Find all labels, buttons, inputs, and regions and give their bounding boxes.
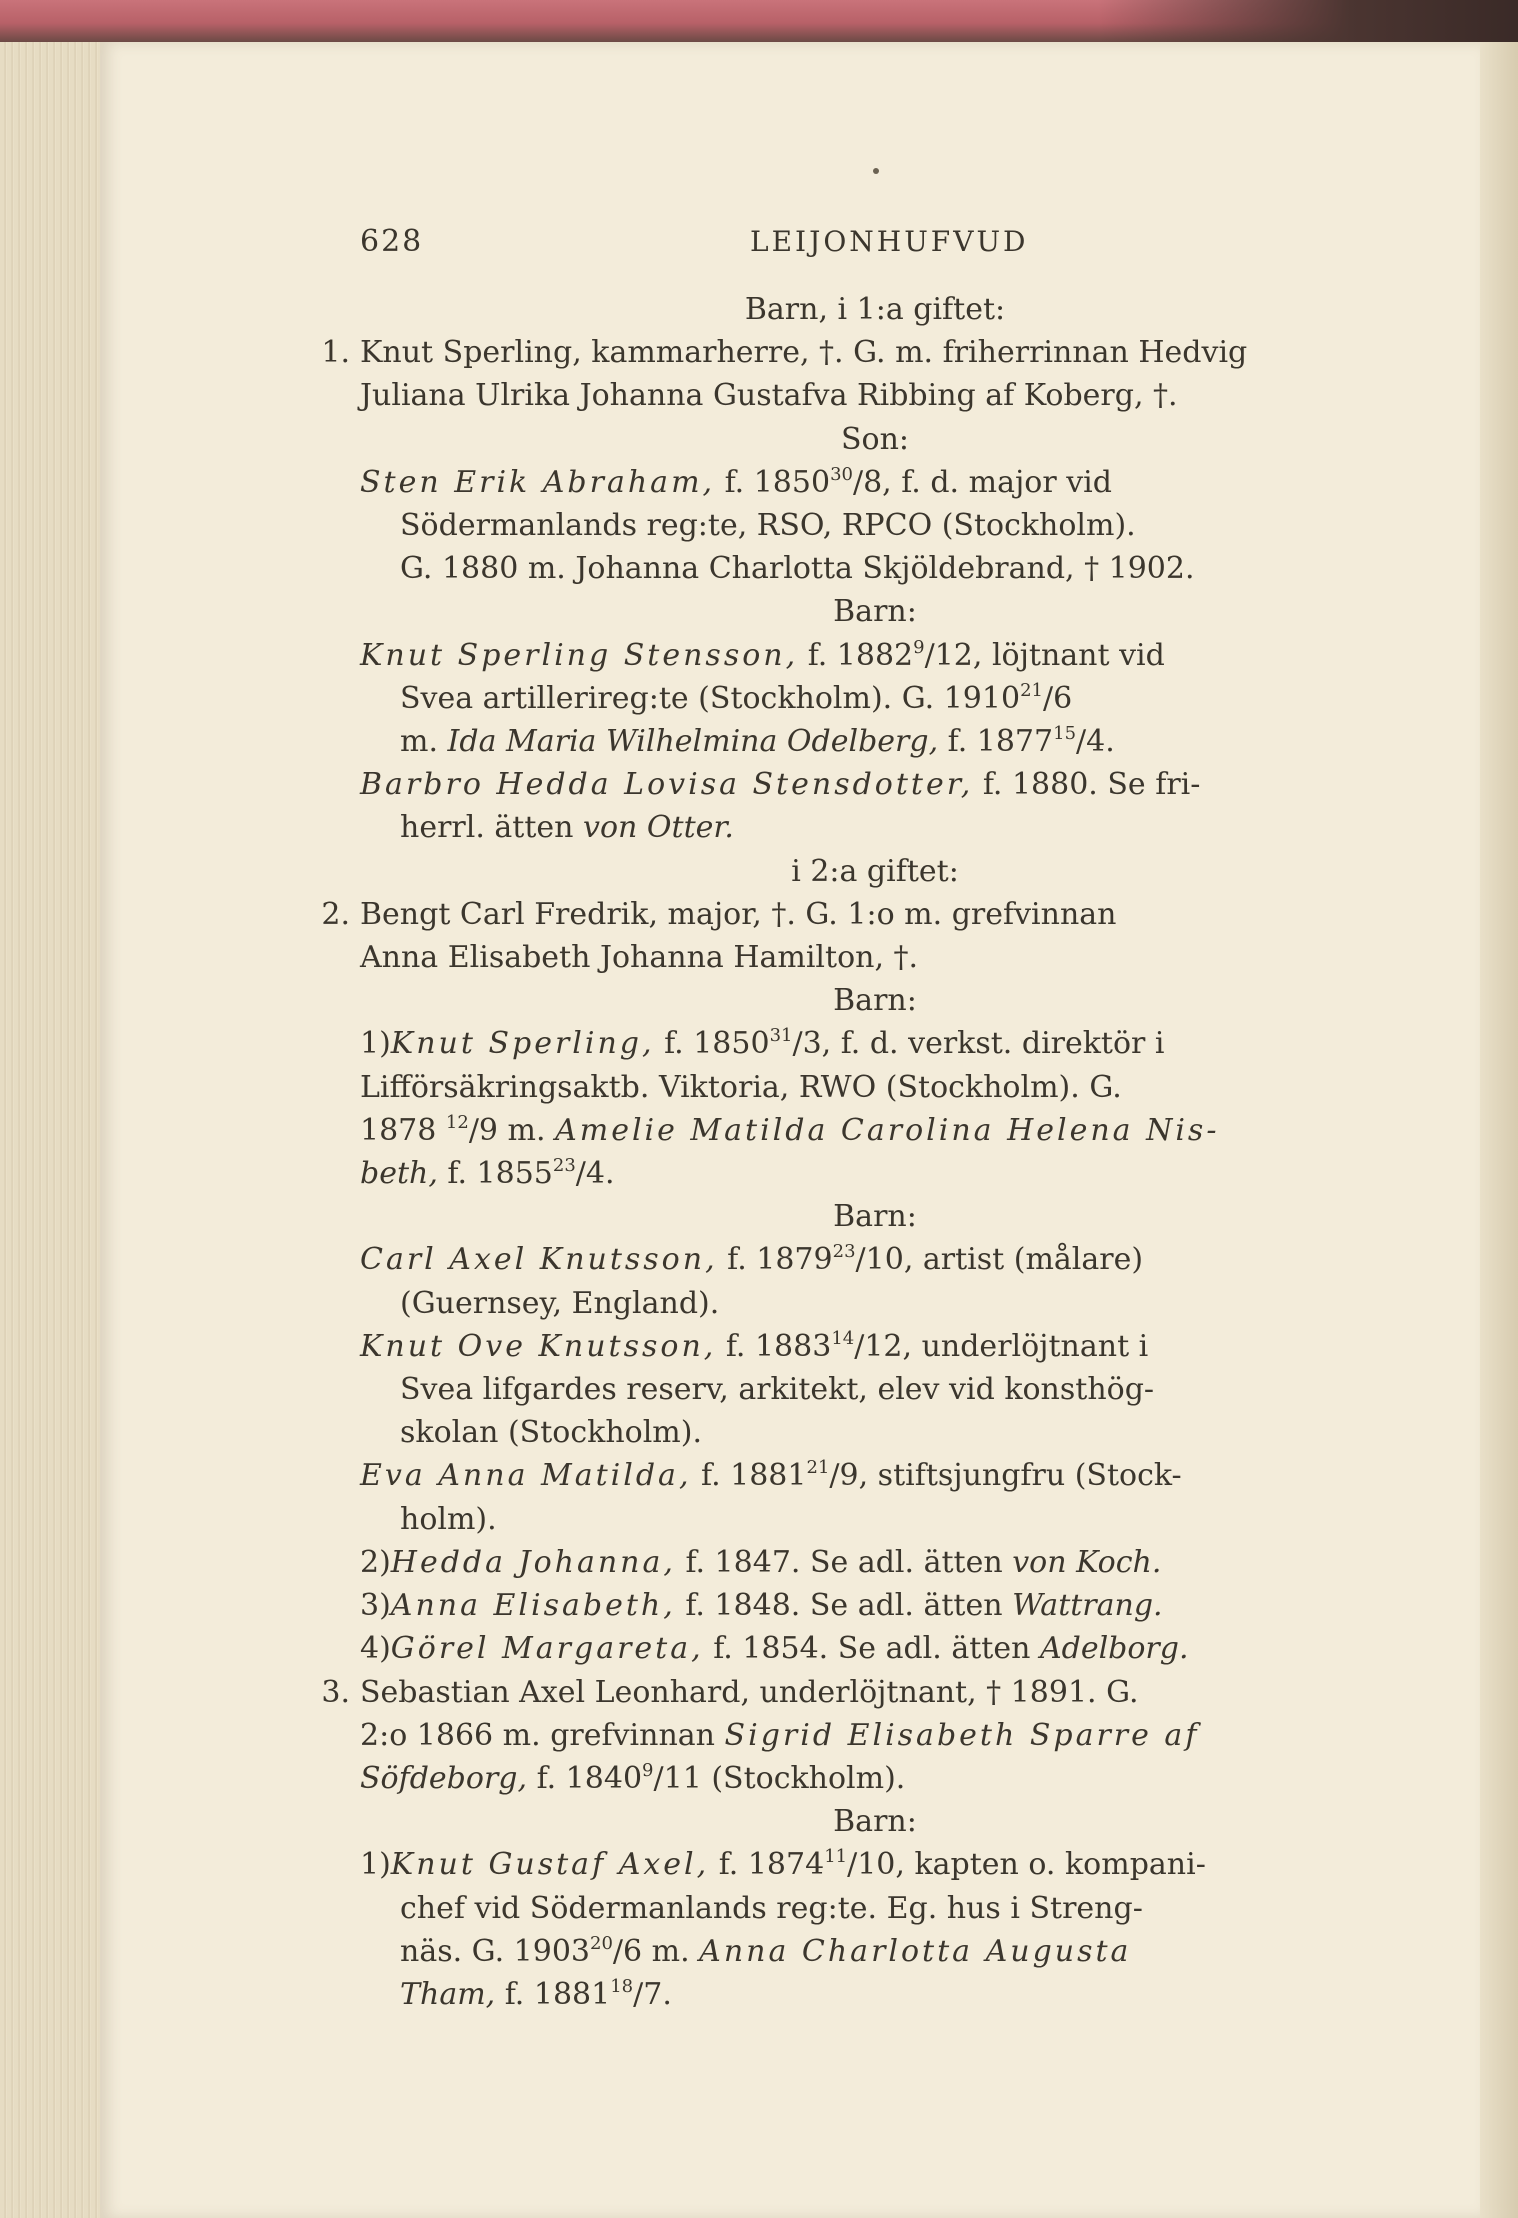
entry-line: 3)Anna Elisabeth, f. 1848. Se adl. ätten Wattrang. (360, 1588, 1163, 1624)
entry-line: skolan (Stockholm). (400, 1415, 702, 1451)
entry-line: 4)Görel Margareta, f. 1854. Se adl. ätten Adelborg. (360, 1631, 1189, 1667)
entry-line: (Guernsey, England). (400, 1285, 720, 1321)
entry-number: 1. (321, 335, 350, 371)
entry-number: 2. (321, 896, 350, 932)
entry-line: 2:o 1866 m. grefvinnan Sigrid Elisabeth Sparre af (360, 1717, 1200, 1753)
entry-line: Sten Erik Abraham, f. 1850$^{30}$/8, f. d. major vid (360, 463, 1112, 500)
entry-line: Knut Sperling Stensson, f. 1882$^9$/12, löjtnant vid (360, 636, 1165, 673)
section-heading: Barn, i 1:a giftet: (744, 292, 1006, 327)
section-heading: Barn: (833, 983, 917, 1019)
section-heading: Barn: (833, 594, 917, 630)
entry-line: Knut Ove Knutsson, f. 1883$^{14}$/12, underlöjtnant i (360, 1327, 1149, 1364)
entry-line: 2. Bengt Carl Fredrik, major, †. G. 1:o m. grefvinnan (360, 893, 1390, 936)
entry-line: Söfdeborg, f. 1840$^9$/11 (Stockholm). (360, 1759, 906, 1796)
entry-line: Eva Anna Matilda, f. 1881$^{21}$/9, stiftsjungfru (Stock- (360, 1457, 1182, 1494)
entry-line: Tham, f. 1881$^{18}$/7. (400, 1975, 672, 2012)
entry-line: chef vid Södermanlands reg:te. Eg. hus i Streng- (400, 1890, 1143, 1926)
entry-line: Lifförsäkringsaktb. Viktoria, RWO (Stockholm). G. (360, 1069, 1122, 1105)
entry-line: Södermanlands reg:te, RSO, RPCO (Stockholm). (400, 508, 1136, 544)
running-head: LEIJONHUFVUD (750, 225, 1029, 258)
entry-line: 1. Knut Sperling, kammarherre, †. G. m. friherrinnan Hedvig (360, 331, 1390, 374)
entry-line: 1)Knut Sperling, f. 1850$^{31}$/3, f. d. verkst. direktör i (360, 1025, 1165, 1062)
page-header (360, 220, 1390, 280)
page-number: 628 (360, 224, 424, 259)
entry-line: Svea lifgardes reserv, arkitekt, elev vid konsthög- (400, 1372, 1155, 1408)
page-content (321, 220, 1390, 2016)
ink-dot (873, 168, 879, 174)
entry-line: Anna Elisabeth Johanna Hamilton, †. (360, 940, 919, 976)
entry-line: Juliana Ulrika Johanna Gustafva Ribbing af Koberg, †. (360, 378, 1178, 414)
entry-number: 3. (321, 1674, 350, 1710)
entry-line: 1)Knut Gustaf Axel, f. 1874$^{11}$/10, kapten o. kompani- (360, 1846, 1206, 1883)
entry-line: herrl. ätten von Otter. (400, 810, 734, 846)
entry-line: 1878 $^{12}$/9 m. Amelie Matilda Carolina Helena Nis- (360, 1111, 1220, 1148)
section-heading: Son: (840, 421, 910, 457)
entry-line: G. 1880 m. Johanna Charlotta Skjöldebrand, † 1902. (400, 551, 1195, 587)
entry-line: 3. Sebastian Axel Leonhard, underlöjtnant, † 1891. G. (360, 1671, 1390, 1714)
entry-line: holm). (400, 1501, 497, 1537)
page-edges (0, 42, 100, 2218)
entry-line: näs. G. 1903$^{20}$/6 m. Anna Charlotta Augusta (400, 1932, 1132, 1969)
right-page-edge (1480, 42, 1518, 2218)
entry-line: Carl Axel Knutsson, f. 1879$^{23}$/10, artist (målare) (360, 1241, 1144, 1278)
section-heading: Barn: (833, 1804, 917, 1840)
section-heading: i 2:a giftet: (791, 853, 959, 889)
entry-line: 2)Hedda Johanna, f. 1847. Se adl. ätten von Koch. (360, 1544, 1162, 1580)
book-cover-edge (0, 0, 1518, 42)
entry-line: Barbro Hedda Lovisa Stensdotter, f. 1880. Se fri- (360, 767, 1201, 803)
entry-line: beth, f. 1855$^{23}$/4. (360, 1155, 615, 1192)
entry-line: m. Ida Maria Wilhelmina Odelberg, f. 1877$^{15}$/4. (400, 723, 1115, 760)
entry-line: Svea artillerireg:te (Stockholm). G. 1910$^{21}$/6 (400, 679, 1073, 716)
section-heading: Barn: (833, 1199, 917, 1235)
